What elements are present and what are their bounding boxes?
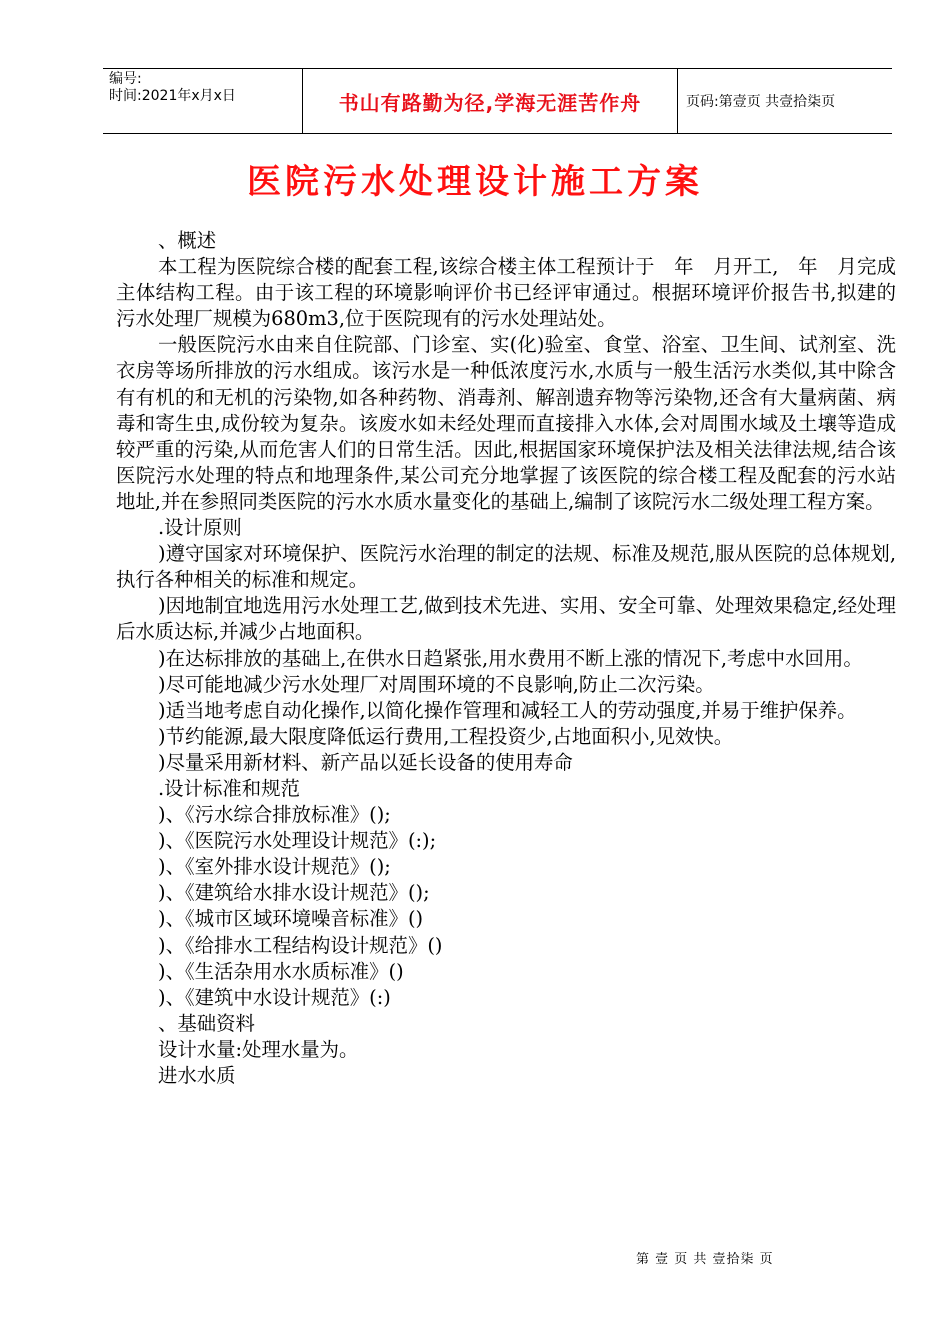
document-body <box>116 228 896 1089</box>
header-meta <box>103 69 303 133</box>
document-title: 医院污水处理设计施工方案 <box>247 162 703 202</box>
section-heading-standards: .设计标准和规范 <box>158 776 300 800</box>
list-item: )、《建筑中水设计规范》(:) <box>158 985 391 1009</box>
list-item: )尽量采用新材料、新产品以延长设备的使用寿命 <box>158 750 573 774</box>
list-item: )节约能源,最大限度降低运行费用,工程投资少,占地面积小,见效快。 <box>158 724 734 748</box>
body-paragraph: 进水水质 <box>158 1064 236 1087</box>
list-item: )、《室外排水设计规范》(); <box>158 855 391 879</box>
list-item: )在达标排放的基础上,在供水日趋紧张,用水费用不断上涨的情况下,考虑中水回用。 <box>158 646 863 670</box>
list-item: )、《生活杂用水水质标准》() <box>158 959 404 983</box>
body-paragraph: 一般医院污水由来自住院部、门诊室、实(化)验室、食堂、浴室、卫生间、试剂室、洗衣房等场所排放的污水组成。该污水是一种低浓度污水,水质与一般生活污水类似,其中除含有有机的和无机的污染物,如各种药物、消毒剂、解剖遗弃物等污染物,还含有大量病菌、病毒和寄生虫,成份较为复杂。该废水如未经处理而直接排入水体,会对周围水域及土壤等造成较严重的污染,从而危害人们的日常生活。因此,根据国家环境保护法及相关法律法规,结合该医院污水处理的特点和地理条件,某公司充分地掌握了该医院的综合楼工程及配套的污水站地址,并在参照同类医院的污水水质水量变化的基础上,编制了该院污水二级处理工程方案。 <box>116 333 896 513</box>
body-paragraph: 设计水量:处理水量为。 <box>158 1037 359 1061</box>
list-item: )、《医院污水处理设计规范》(:); <box>158 829 437 853</box>
document-number-label: 编号: <box>109 71 142 87</box>
body-paragraph: 本工程为医院综合楼的配套工程,该综合楼主体工程预计于 年 月开工, 年 月完成主体结构工程。由于该工程的环境影响评价书已经评审通过。根据环境评价报告书,拟建的污水处理厂规模为680m3,位于医院现有的污水处理站处。 <box>116 255 896 331</box>
list-item: )尽可能地减少污水处理厂对周围环境的不良影响,防止二次污染。 <box>158 672 715 696</box>
header-motto: 书山有路勤为径,学海无涯苦作舟 <box>338 90 642 115</box>
section-heading-basic-data: 、基础资料 <box>158 1011 255 1035</box>
document-time-label: 时间:2021年x月x日 <box>109 88 236 104</box>
section-heading-design-principles: .设计原则 <box>158 516 242 540</box>
list-item: )适当地考虑自动化操作,以简化操作管理和减轻工人的劳动强度,并易于维护保养。 <box>158 698 857 722</box>
list-item: )因地制宜地选用污水处理工艺,做到技术先进、实用、安全可靠、处理效果稳定,经处理后水质达标,并减少占地面积。 <box>116 594 896 644</box>
list-item: )、《给排水工程结构设计规范》() <box>158 933 443 957</box>
page-code-prefix: 页码:第 <box>686 94 733 110</box>
section-heading-overview: 、概述 <box>158 229 217 252</box>
page-code-value: 壹页 共壹拾柒页 <box>732 94 836 110</box>
header-page-code <box>678 69 892 133</box>
header-motto-cell <box>303 69 678 133</box>
list-item: )遵守国家对环境保护、医院污水治理的制定的法规、标准及规范,服从医院的总体规划,执行各种相关的标准和规定。 <box>116 542 896 592</box>
list-item: )、《城市区域环境噪音标准》() <box>158 907 424 931</box>
list-item: )、《建筑给水排水设计规范》(); <box>158 881 430 905</box>
list-item: )、《污水综合排放标准》(); <box>158 803 391 827</box>
document-header <box>103 68 892 134</box>
page-footer: 第 壹 页 共 壹拾柒 页 <box>636 1252 774 1267</box>
